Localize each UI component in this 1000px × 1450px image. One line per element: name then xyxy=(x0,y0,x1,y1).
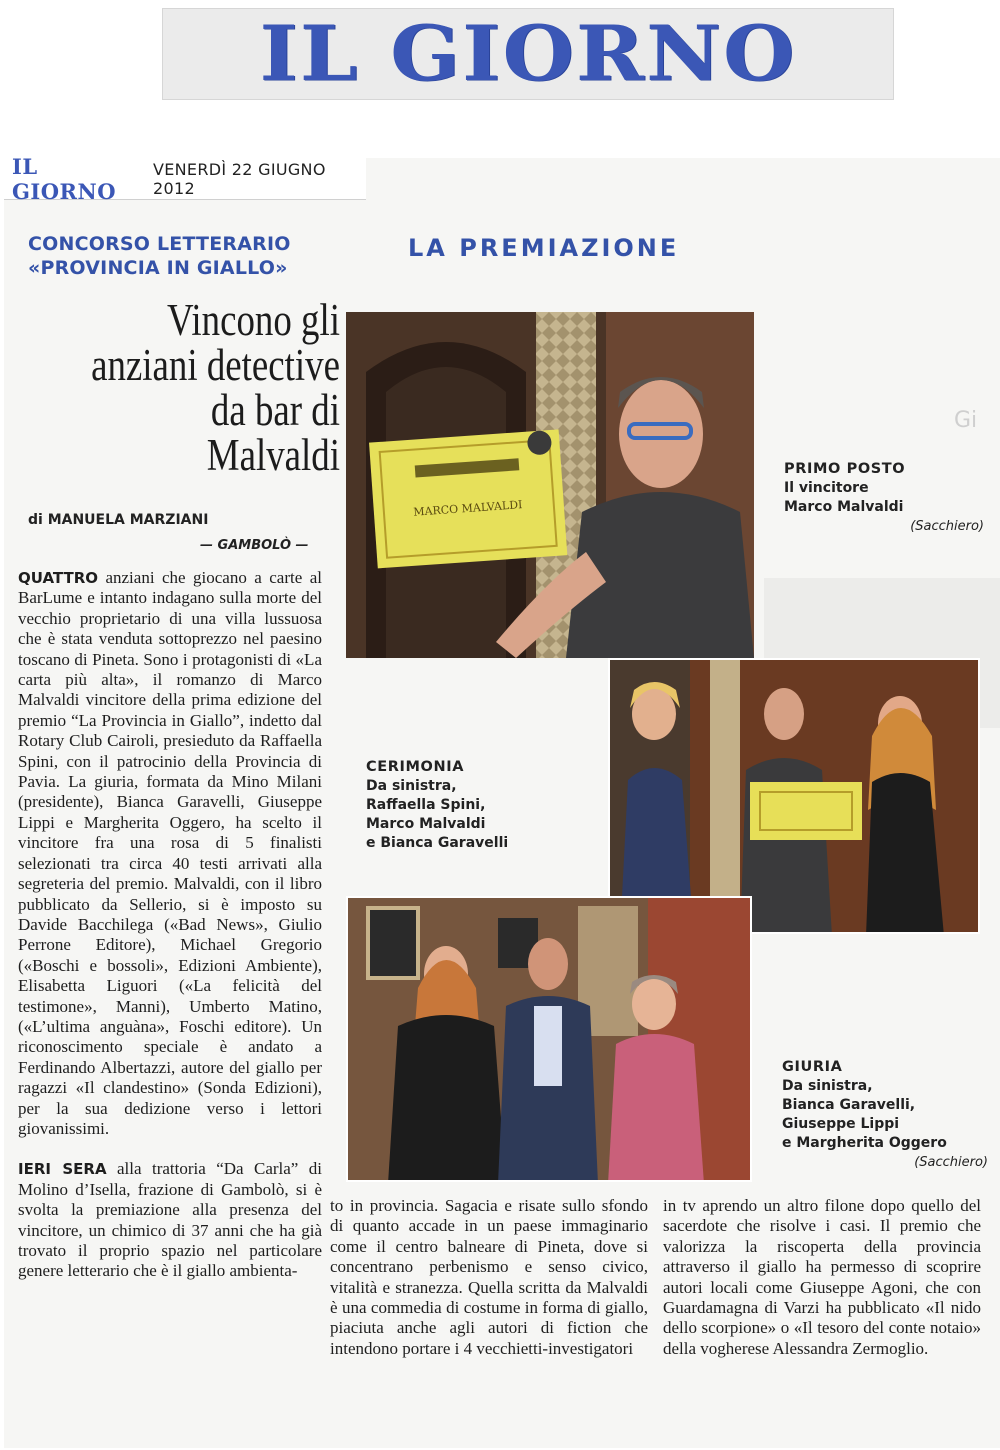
caption-line: Marco Malvaldi xyxy=(366,816,486,832)
issue-date: VENERDÌ 22 GIUGNO 2012 xyxy=(153,159,326,198)
photo-jury xyxy=(346,896,752,1182)
caption-ceremony xyxy=(366,758,600,853)
caption-heading: CERIMONIA xyxy=(366,759,465,775)
article-paragraph xyxy=(18,568,322,1139)
photo-jury-image xyxy=(348,898,752,1182)
caption-line: Da sinistra, xyxy=(782,1078,873,1094)
article-column-3 xyxy=(663,1196,981,1379)
plaque-text: MARCO MALVALDI xyxy=(412,498,523,519)
caption-line: Marco Malvaldi xyxy=(784,499,904,515)
caption-line: Da sinistra, xyxy=(366,778,457,794)
paragraph-lead: IERI SERA xyxy=(18,1160,107,1179)
article-kicker xyxy=(28,232,333,280)
article-paragraph: in tv aprendo un altro filone dopo quello del sacerdote che risolve i casi. Il premio che valorizza la riscoperta della provincia attraverso il giallo ha permesso di scoprire autori locali come Giuseppe Agoni, che con Guardamagna di Varzi ha pubblicato «Il nido dello scorpione» o «Il tesoro del conte notaio» della vogherese Alessandra Zermoglio. xyxy=(663,1196,981,1358)
section-title: LA PREMIAZIONE xyxy=(408,234,680,262)
caption-line: Il vincitore xyxy=(784,480,869,496)
article-paragraph xyxy=(18,1159,322,1281)
caption-line: e Bianca Garavelli xyxy=(366,835,509,851)
paragraph-text: alla trattoria “Da Carla” di Molino d’Isella, frazione di Gambolò, si è svolta la premiazione alla presenza del vincitore, un chimico di 37 anni che ha già trovato il proprio spazio nel particolare genere letterario che è il giallo ambienta- xyxy=(18,1159,323,1281)
issue-logo: IL GIORNO xyxy=(12,153,116,204)
photo-ceremony xyxy=(608,658,980,934)
caption-jury xyxy=(782,1058,988,1172)
photo-credit: (Sacchiero) xyxy=(914,1155,988,1170)
article-headline: Vincono gli anziani detective da bar di Malvaldi xyxy=(91,295,341,480)
article-column-2 xyxy=(330,1196,648,1379)
paragraph-lead: QUATTRO xyxy=(18,569,99,587)
caption-line: Raffaella Spini, xyxy=(366,797,486,813)
caption-line: e Margherita Oggero xyxy=(782,1135,947,1151)
caption-first-place xyxy=(784,460,984,536)
article-byline: di MANUELA MARZIANI xyxy=(28,512,209,528)
kicker-line-2: «PROVINCIA IN GIALLO» xyxy=(28,257,288,279)
photo-ceremony-image xyxy=(610,660,980,934)
photo-credit: (Sacchiero) xyxy=(910,519,984,534)
caption-line: Giuseppe Lippi xyxy=(782,1116,900,1132)
masthead-logo xyxy=(162,8,894,100)
caption-heading: PRIMO POSTO xyxy=(784,461,906,477)
issue-strip xyxy=(4,153,366,204)
article-column-1 xyxy=(18,568,322,1302)
caption-line: Bianca Garavelli, xyxy=(782,1097,916,1113)
article-paragraph: to in provincia. Sagacia e risate sullo sfondo di quanto accade in un paese immaginario come il centro balneare di Pineta, dove si concentrano perbenismo e senso civico, vitalità e stranezza. Quella scritta da Malvaldi è una commedia di costume in forma di giallo, piaciuta anche agli autori di fiction che intendono portare i 4 vecchietti-investigatori xyxy=(330,1196,648,1358)
photo-winner-image xyxy=(346,312,754,658)
article-dateline: — GAMBOLÒ — xyxy=(200,538,309,553)
paragraph-text: anziani che giocano a carte al BarLume e intanto indagano sulla morte del vecchio proprietario di una villa lussuosa che è stata venduta sottoprezzo nel paesino toscano di Pineta. Sono i protagonisti di «La carta più alta», il romanzo di Marco Malvaldi vincitore della prima edizione del premio “La Provincia in Giallo”, indetto dal Rotary Club Cairoli, presieduto da Raffaella Spini, con il patrocinio della Provincia di Pavia. La giuria, formata da Mino Milani (presidente), Bianca Garavelli, Giuseppe Lippi e Margherita Oggero, ha scelto il vincitore fra una rosa di 5 finalisti selezionati tra circa 40 testi arrivati alla segreteria del premio. Malvaldi, con il libro pubblicato da Sellerio, si è imposto su Davide Bacchilega («Bad News», Giulio Perrone Editore), Michael Gregorio («Boschi e bossoli», Edizioni Ambiente), Elisabetta Liguori («La felicità del testimone», Manni), Umberto Matino, («L’ultima anguàna», Foschi editore). Un riconoscimento speciale è andato a Ferdinando Albertazzi, autore del giallo per ragazzi «Il clandestino» (Sonda Edizioni), per la sua dedizione verso i lettori giovanissimi. xyxy=(18,568,322,1138)
caption-heading: GIURIA xyxy=(782,1059,843,1075)
photo-winner xyxy=(346,312,754,658)
masthead-title: IL GIORNO xyxy=(259,9,797,99)
kicker-line-1: CONCORSO LETTERARIO xyxy=(28,233,291,255)
bleed-through-text: Gi xyxy=(954,408,978,433)
